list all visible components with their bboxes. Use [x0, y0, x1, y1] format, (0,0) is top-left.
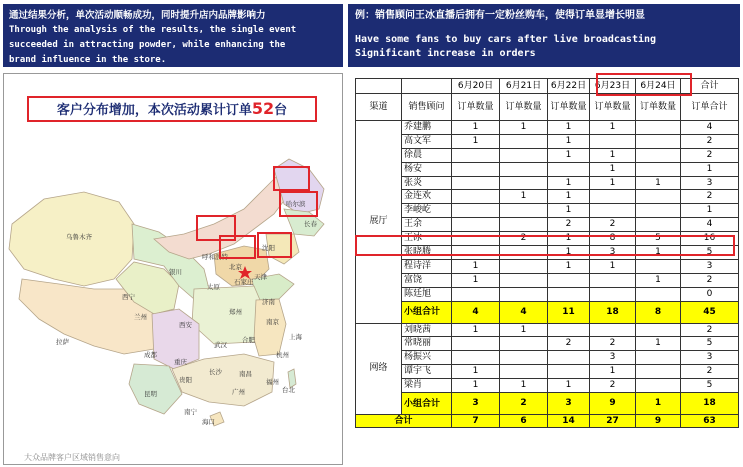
order-count: 2 [590, 218, 636, 232]
header-col: 订单数量 [590, 94, 636, 121]
advisor-name: 杨振兴 [402, 351, 452, 365]
advisor-name: 小组合计 [402, 393, 452, 415]
order-count: 1 [636, 273, 681, 287]
order-count: 4 [681, 121, 739, 135]
city-label: 上海 [289, 333, 302, 341]
right-banner-en-1: Have some fans to buy cars after live broadcasting [355, 34, 657, 45]
advisor-name: 梁肖 [402, 379, 452, 393]
city-label: 沈阳 [262, 244, 275, 252]
header-row-cols [356, 94, 739, 121]
table-row [356, 148, 739, 162]
order-count [500, 365, 548, 379]
advisor-name: 高文军 [402, 134, 452, 148]
left-banner-en-3: brand influence in the store. [9, 55, 167, 65]
order-count: 1 [636, 393, 681, 415]
order-count: 3 [681, 259, 739, 273]
order-count: 9 [590, 393, 636, 415]
order-count: 1 [636, 246, 681, 260]
city-label: 南宁 [184, 408, 197, 416]
table-row [356, 232, 739, 246]
channel-cell: 网络 [356, 323, 402, 414]
city-label: 合肥 [242, 336, 255, 344]
order-count: 1 [590, 148, 636, 162]
order-count: 3 [548, 393, 590, 415]
city-label: 太原 [207, 283, 220, 291]
advisor-name: 李峻屹 [402, 204, 452, 218]
advisor-name: 张炎 [402, 176, 452, 190]
order-count: 4 [500, 301, 548, 323]
city-label: 银川 [169, 268, 182, 276]
header-date: 6月21日 [500, 79, 548, 94]
table-row [356, 365, 739, 379]
advisor-name: 程诗洋 [402, 259, 452, 273]
order-count [500, 218, 548, 232]
order-count: 1 [548, 190, 590, 204]
grand-total-label: 合计 [356, 415, 452, 428]
order-count: 2 [500, 393, 548, 415]
table-row [356, 176, 739, 190]
city-label: 西宁 [122, 293, 135, 301]
order-count [452, 148, 500, 162]
city-label: 兰州 [134, 313, 147, 321]
advisor-name: 常晓丽 [402, 337, 452, 351]
advisor-name: 富饶 [402, 273, 452, 287]
order-count: 16 [681, 232, 739, 246]
order-count [500, 259, 548, 273]
order-count: 2 [590, 337, 636, 351]
order-count: 2 [681, 190, 739, 204]
left-banner-cn: 通过结果分析，单次活动顺畅成功，同时提升店内品牌影响力 [9, 10, 266, 21]
order-count [452, 162, 500, 176]
advisor-name: 小组合计 [402, 301, 452, 323]
header-col: 订单数量 [636, 94, 681, 121]
advisor-name: 谭宇飞 [402, 365, 452, 379]
city-label: 广州 [232, 388, 245, 396]
order-count: 1 [636, 337, 681, 351]
advisor-name: 陈廷旭 [402, 287, 452, 301]
order-count [636, 190, 681, 204]
city-label: 哈尔滨 [286, 200, 306, 208]
advisor-name: 王冰 [402, 232, 452, 246]
order-count [452, 190, 500, 204]
order-count [636, 218, 681, 232]
order-count: 8 [636, 301, 681, 323]
header-col: 渠道 [356, 94, 402, 121]
order-count: 1 [500, 190, 548, 204]
order-count: 1 [548, 379, 590, 393]
city-label: 武汉 [214, 341, 227, 349]
order-count [500, 273, 548, 287]
order-count: 5 [681, 246, 739, 260]
order-count [548, 287, 590, 301]
order-count: 3 [681, 176, 739, 190]
order-count: 1 [548, 259, 590, 273]
table-row [356, 134, 739, 148]
right-banner-cn: 例：销售顾问王冰直播后拥有一定粉丝购车，使得订单显增长明显 [355, 10, 645, 21]
table-row [356, 287, 739, 301]
order-count [500, 162, 548, 176]
order-count [636, 148, 681, 162]
header-blank [356, 79, 402, 94]
order-count [636, 351, 681, 365]
order-count: 2 [681, 365, 739, 379]
order-count: 1 [548, 176, 590, 190]
header-col: 销售顾问 [402, 94, 452, 121]
order-count: 1 [452, 273, 500, 287]
headline-prefix: 客户分布增加，本次活动累计订单 [56, 103, 252, 118]
order-count [452, 232, 500, 246]
order-count [590, 287, 636, 301]
advisor-name: 金连欢 [402, 190, 452, 204]
order-count: 1 [452, 323, 500, 337]
order-count: 5 [681, 337, 739, 351]
grand-total-value: 9 [636, 415, 681, 428]
order-count [500, 246, 548, 260]
order-count [636, 259, 681, 273]
city-label: 北京 [229, 263, 242, 271]
order-count: 18 [590, 301, 636, 323]
order-count: 1 [590, 162, 636, 176]
order-count: 2 [681, 323, 739, 337]
city-label: 重庆 [174, 358, 187, 366]
order-count [548, 365, 590, 379]
header-col: 订单合计 [681, 94, 739, 121]
city-label: 昆明 [144, 390, 157, 398]
advisor-name: 乔建鹏 [402, 121, 452, 135]
grand-total-value: 7 [452, 415, 500, 428]
city-label: 乌鲁木齐 [66, 233, 92, 241]
order-count [500, 148, 548, 162]
order-count: 5 [681, 379, 739, 393]
order-count: 3 [590, 351, 636, 365]
header-blank [402, 79, 452, 94]
order-count [590, 323, 636, 337]
order-count: 1 [452, 379, 500, 393]
city-label: 贵阳 [179, 376, 192, 384]
order-count: 1 [500, 379, 548, 393]
order-count [636, 323, 681, 337]
order-count: 2 [681, 134, 739, 148]
left-banner [3, 4, 343, 67]
grand-total-value: 14 [548, 415, 590, 428]
table-row [356, 190, 739, 204]
city-label: 拉萨 [56, 338, 69, 346]
table-row [356, 259, 739, 273]
grand-total-value: 6 [500, 415, 548, 428]
order-count: 1 [548, 204, 590, 218]
grand-total-value: 27 [590, 415, 636, 428]
order-count: 2 [590, 379, 636, 393]
order-count: 3 [590, 246, 636, 260]
order-count: 1 [590, 176, 636, 190]
table-row [356, 273, 739, 287]
order-count [636, 134, 681, 148]
order-count: 1 [681, 204, 739, 218]
order-count: 18 [681, 393, 739, 415]
city-label: 济南 [262, 298, 275, 306]
order-count: 1 [681, 162, 739, 176]
order-count: 1 [636, 176, 681, 190]
table-row [356, 337, 739, 351]
order-count [452, 218, 500, 232]
table-row [356, 379, 739, 393]
order-count [452, 204, 500, 218]
order-count [452, 351, 500, 365]
grand-total-row [356, 415, 739, 428]
left-banner-en-2: succeeded in attracting powder, while enhancing the [9, 40, 286, 50]
order-count [500, 351, 548, 365]
table-row [356, 323, 739, 337]
order-count [590, 134, 636, 148]
order-count: 2 [681, 273, 739, 287]
order-count: 1 [500, 121, 548, 135]
order-count: 5 [636, 232, 681, 246]
header-row-dates [356, 79, 739, 94]
header-date: 6月20日 [452, 79, 500, 94]
header-col: 订单数量 [500, 94, 548, 121]
city-label: 海口 [202, 418, 215, 426]
order-count: 1 [548, 148, 590, 162]
order-count [590, 273, 636, 287]
order-count [548, 351, 590, 365]
headline-suffix: 台 [274, 103, 288, 118]
city-label: 台北 [282, 386, 295, 394]
order-count: 45 [681, 301, 739, 323]
order-count [500, 337, 548, 351]
table-row [356, 121, 739, 135]
order-count: 8 [590, 232, 636, 246]
channel-cell: 展厅 [356, 121, 402, 324]
order-count: 1 [452, 259, 500, 273]
order-count [452, 337, 500, 351]
order-count: 0 [681, 287, 739, 301]
order-count: 4 [452, 301, 500, 323]
advisor-name: 徐晨 [402, 148, 452, 162]
map-panel [3, 73, 343, 465]
order-count: 11 [548, 301, 590, 323]
order-count: 1 [590, 365, 636, 379]
order-count [636, 287, 681, 301]
order-count [452, 176, 500, 190]
order-count: 2 [548, 218, 590, 232]
region-east [254, 299, 286, 356]
city-label: 西安 [179, 321, 192, 329]
order-count: 1 [500, 323, 548, 337]
subtotal-row [356, 301, 739, 323]
china-map [4, 74, 342, 464]
order-count: 1 [548, 246, 590, 260]
city-label: 呼和浩特 [202, 253, 228, 261]
order-count: 1 [548, 232, 590, 246]
order-count [636, 162, 681, 176]
order-count [500, 287, 548, 301]
table-row [356, 351, 739, 365]
table-row [356, 218, 739, 232]
table-row [356, 204, 739, 218]
city-label: 长沙 [209, 368, 222, 376]
order-count: 2 [548, 337, 590, 351]
city-label: 福州 [266, 378, 279, 386]
order-count: 3 [452, 393, 500, 415]
order-count [500, 134, 548, 148]
header-col: 订单数量 [548, 94, 590, 121]
order-count [636, 204, 681, 218]
right-banner-en-2: Significant increase in orders [355, 48, 536, 59]
city-label: 南昌 [239, 370, 252, 378]
order-count [636, 365, 681, 379]
table-row [356, 162, 739, 176]
header-col: 订单数量 [452, 94, 500, 121]
order-count: 1 [452, 134, 500, 148]
map-caption: 大众品牌客户区域销售意向 [24, 453, 120, 462]
city-label: 郑州 [229, 308, 242, 316]
city-label: 天津 [254, 273, 267, 281]
header-date: 6月22日 [548, 79, 590, 94]
city-label: 南京 [266, 318, 279, 326]
grand-total-value: 63 [681, 415, 739, 428]
order-count [590, 204, 636, 218]
headline-number: 52 [251, 99, 275, 118]
headline-box [27, 96, 317, 122]
order-count [548, 323, 590, 337]
right-banner [348, 4, 740, 67]
order-count [452, 287, 500, 301]
order-count: 2 [681, 148, 739, 162]
order-count [500, 176, 548, 190]
table-row [356, 246, 739, 260]
subtotal-row [356, 393, 739, 415]
orders-table [355, 78, 739, 428]
order-count [548, 273, 590, 287]
city-label: 长春 [304, 220, 317, 228]
order-count: 4 [681, 218, 739, 232]
header-date: 6月24日 [636, 79, 681, 94]
order-count: 1 [548, 121, 590, 135]
order-count: 1 [452, 121, 500, 135]
advisor-name: 张晓腾 [402, 246, 452, 260]
order-count [452, 246, 500, 260]
order-count [548, 162, 590, 176]
order-count: 1 [452, 365, 500, 379]
header-date: 合计 [681, 79, 739, 94]
order-count: 2 [500, 232, 548, 246]
order-count [636, 379, 681, 393]
city-label: 石家庄 [234, 278, 254, 286]
city-label: 成都 [144, 351, 157, 359]
header-date: 6月23日 [590, 79, 636, 94]
advisor-name: 刘晓茜 [402, 323, 452, 337]
order-count [636, 121, 681, 135]
orders-table-wrap [355, 78, 738, 428]
order-count [590, 190, 636, 204]
city-label: 杭州 [276, 351, 289, 359]
order-count: 3 [681, 351, 739, 365]
order-count: 1 [590, 121, 636, 135]
order-count: 1 [590, 259, 636, 273]
order-count [500, 204, 548, 218]
advisor-name: 王余 [402, 218, 452, 232]
left-banner-en-1: Through the analysis of the results, the single event [9, 25, 297, 35]
advisor-name: 杨安 [402, 162, 452, 176]
order-count: 1 [548, 134, 590, 148]
